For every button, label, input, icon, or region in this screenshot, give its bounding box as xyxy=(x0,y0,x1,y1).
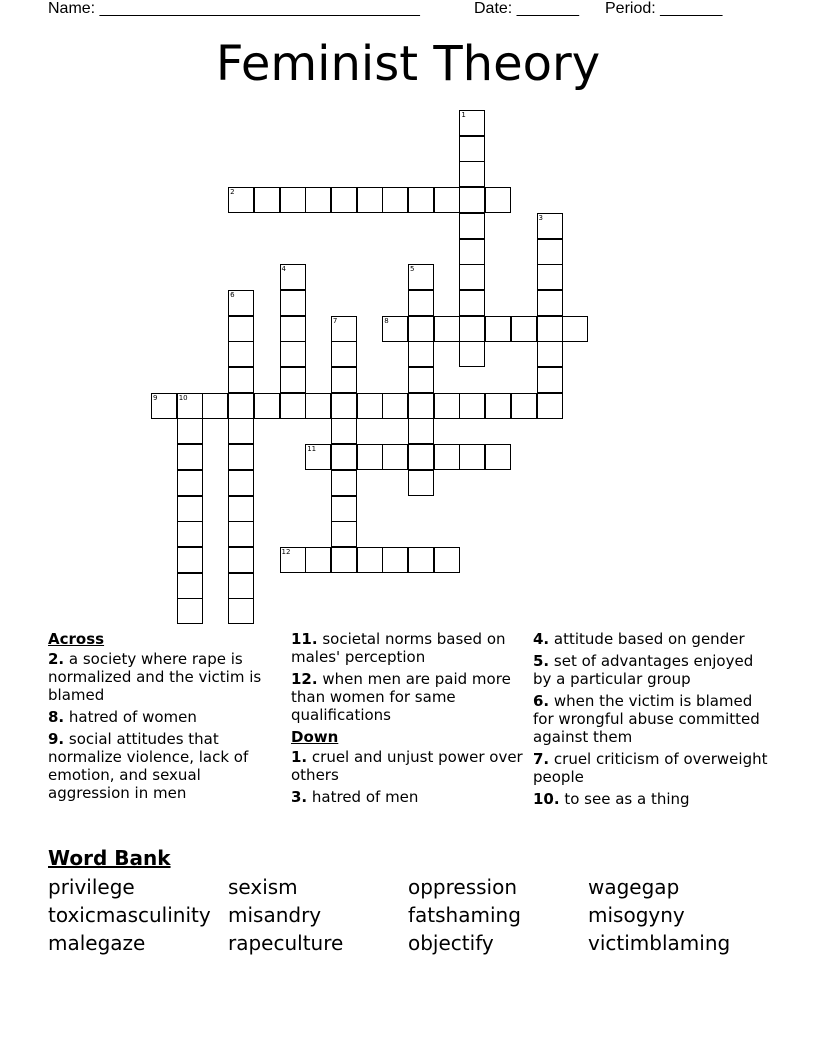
clue-number: 10 xyxy=(178,393,188,402)
crossword-cell[interactable] xyxy=(485,316,511,342)
crossword-cell[interactable] xyxy=(357,444,383,470)
crossword-cell[interactable] xyxy=(408,341,434,367)
crossword-cell[interactable] xyxy=(305,187,331,213)
crossword-cell[interactable] xyxy=(382,187,408,213)
clues-column-2 xyxy=(291,630,526,810)
clue-across-11: 11. societal norms based on males' perception xyxy=(291,630,506,666)
crossword-cell[interactable] xyxy=(537,341,563,367)
crossword-cell[interactable] xyxy=(459,316,485,342)
crossword-cell[interactable] xyxy=(459,290,485,316)
crossword-cell[interactable] xyxy=(280,187,306,213)
crossword-cell[interactable] xyxy=(537,239,563,265)
down-heading: Down xyxy=(291,728,339,746)
crossword-cell[interactable] xyxy=(305,547,331,573)
crossword-cell[interactable] xyxy=(459,161,485,187)
clue-number: 9 xyxy=(153,393,158,402)
crossword-cell[interactable] xyxy=(305,393,331,419)
crossword-cell[interactable] xyxy=(202,393,228,419)
crossword-cell[interactable] xyxy=(485,444,511,470)
crossword-cell[interactable] xyxy=(408,418,434,444)
clue-number: 12 xyxy=(281,547,291,556)
crossword-cell[interactable] xyxy=(408,547,434,573)
crossword-cell[interactable] xyxy=(459,187,485,213)
crossword-cell[interactable] xyxy=(357,547,383,573)
crossword-cell[interactable] xyxy=(408,367,434,393)
crossword-cell[interactable] xyxy=(459,393,485,419)
crossword-cell[interactable] xyxy=(459,444,485,470)
crossword-cell[interactable] xyxy=(537,316,563,342)
word-bank-item: privilege xyxy=(48,875,135,899)
crossword-cell[interactable] xyxy=(408,290,434,316)
crossword-cell[interactable] xyxy=(357,187,383,213)
crossword-cell[interactable] xyxy=(331,341,357,367)
crossword-cell[interactable] xyxy=(408,316,434,342)
date-field[interactable]: Date: _______ xyxy=(474,0,579,17)
clue-across-2: 2. a society where rape is normalized and the victim is blamed xyxy=(48,650,262,704)
crossword-cell[interactable] xyxy=(177,573,203,599)
crossword-cell[interactable] xyxy=(331,547,357,573)
crossword-cell[interactable] xyxy=(228,444,254,470)
crossword-cell[interactable] xyxy=(228,521,254,547)
clues-column-1 xyxy=(48,630,283,806)
crossword-cell[interactable] xyxy=(331,470,357,496)
crossword-cell[interactable] xyxy=(177,393,203,419)
crossword-cell[interactable] xyxy=(177,418,203,444)
word-bank-item: fatshaming xyxy=(408,903,521,927)
word-bank-item: oppression xyxy=(408,875,518,899)
crossword-cell[interactable] xyxy=(228,187,254,213)
crossword-cell[interactable] xyxy=(331,521,357,547)
clue-number: 11 xyxy=(307,445,317,454)
crossword-cell[interactable] xyxy=(228,393,254,419)
crossword-cell[interactable] xyxy=(228,573,254,599)
crossword-cell[interactable] xyxy=(434,187,460,213)
crossword-cell[interactable] xyxy=(228,316,254,342)
crossword-cell[interactable] xyxy=(485,393,511,419)
crossword-cell[interactable] xyxy=(537,393,563,419)
crossword-cell[interactable] xyxy=(280,367,306,393)
across-heading: Across xyxy=(48,630,105,648)
clue-number: 6 xyxy=(230,290,235,299)
clue-number: 4 xyxy=(281,265,286,274)
crossword-cell[interactable] xyxy=(459,136,485,162)
crossword-cell[interactable] xyxy=(408,444,434,470)
word-bank-item: toxicmasculinity xyxy=(48,903,211,927)
crossword-cell[interactable] xyxy=(228,598,254,624)
crossword-cell[interactable] xyxy=(382,547,408,573)
word-bank-item: malegaze xyxy=(48,931,146,955)
page-title: Feminist Theory xyxy=(215,36,601,92)
period-field[interactable]: Period: _______ xyxy=(605,0,723,17)
crossword-cell[interactable] xyxy=(408,187,434,213)
crossword-cell[interactable] xyxy=(459,341,485,367)
crossword-cell[interactable] xyxy=(228,341,254,367)
crossword-cell[interactable] xyxy=(382,316,408,342)
clue-number: 7 xyxy=(332,316,338,325)
name-field[interactable]: Name: ____________________________________ xyxy=(48,0,420,17)
crossword-cell[interactable] xyxy=(459,239,485,265)
crossword-cell[interactable] xyxy=(331,367,357,393)
crossword-cell[interactable] xyxy=(228,418,254,444)
clue-down-7: 7. cruel criticism of overweight people xyxy=(533,750,768,786)
crossword-cell[interactable] xyxy=(382,444,408,470)
word-bank-item: misandry xyxy=(228,903,322,927)
crossword-cell[interactable] xyxy=(177,496,203,522)
crossword-cell[interactable] xyxy=(331,444,357,470)
crossword-cell[interactable] xyxy=(511,316,537,342)
clue-number: 2 xyxy=(230,188,235,197)
crossword-cell[interactable] xyxy=(254,187,280,213)
crossword-cell[interactable] xyxy=(331,316,357,342)
crossword-cell[interactable] xyxy=(537,367,563,393)
crossword-cell[interactable] xyxy=(331,496,357,522)
word-bank-item: sexism xyxy=(228,875,298,899)
word-bank-item: misogyny xyxy=(588,903,685,927)
clue-down-1: 1. cruel and unjust power over others xyxy=(291,748,523,784)
crossword-cell[interactable] xyxy=(434,547,460,573)
clue-number: 1 xyxy=(461,111,466,119)
crossword-cell[interactable] xyxy=(228,470,254,496)
crossword-cell[interactable] xyxy=(434,316,460,342)
crossword-cell[interactable] xyxy=(459,213,485,239)
crossword-cell[interactable] xyxy=(357,393,383,419)
crossword-cell[interactable] xyxy=(434,393,460,419)
clue-number: 3 xyxy=(538,213,543,222)
crossword-cell[interactable] xyxy=(177,470,203,496)
crossword-cell[interactable] xyxy=(177,521,203,547)
crossword-cell[interactable] xyxy=(408,264,434,290)
clue-number: 5 xyxy=(410,265,415,274)
crossword-cell[interactable] xyxy=(280,393,306,419)
crossword-cell[interactable] xyxy=(177,598,203,624)
crossword-cell[interactable] xyxy=(177,547,203,573)
crossword-cell[interactable] xyxy=(280,547,306,573)
crossword-cell[interactable] xyxy=(537,290,563,316)
crossword-cell[interactable] xyxy=(228,367,254,393)
crossword-cell[interactable] xyxy=(280,316,306,342)
crossword-cell[interactable] xyxy=(331,393,357,419)
clue-number: 8 xyxy=(384,316,389,325)
clue-down-4: 4. attitude based on gender xyxy=(533,630,745,648)
crossword-cell[interactable] xyxy=(408,470,434,496)
crossword-cell[interactable] xyxy=(485,187,511,213)
crossword-cell[interactable] xyxy=(228,496,254,522)
crossword-cell[interactable] xyxy=(280,264,306,290)
clue-across-8: 8. hatred of women xyxy=(48,708,197,726)
crossword-cell[interactable] xyxy=(228,290,254,316)
word-bank-title: Word Bank xyxy=(48,846,171,870)
word-bank xyxy=(48,874,768,958)
crossword-cell[interactable] xyxy=(537,213,563,239)
crossword-cell[interactable] xyxy=(408,393,434,419)
clue-down-3: 3. hatred of men xyxy=(291,788,419,806)
crossword-cell[interactable] xyxy=(280,290,306,316)
crossword-cell[interactable] xyxy=(331,187,357,213)
crossword-cell[interactable] xyxy=(459,264,485,290)
crossword-cell[interactable] xyxy=(305,444,331,470)
word-bank-item: rapeculture xyxy=(228,931,344,955)
clues-column-3 xyxy=(533,630,768,812)
crossword-cell[interactable] xyxy=(382,393,408,419)
crossword-cell[interactable] xyxy=(280,341,306,367)
clue-across-12: 12. when men are paid more than women for same qualifications xyxy=(291,670,511,724)
crossword-cell[interactable] xyxy=(459,110,485,136)
clue-down-10: 10. to see as a thing xyxy=(533,790,690,808)
clue-across-9: 9. social attitudes that normalize violence, lack of emotion, and sexual aggression in men xyxy=(48,730,249,802)
crossword-cell[interactable] xyxy=(151,393,177,419)
crossword-cell[interactable] xyxy=(537,264,563,290)
word-bank-item: wagegap xyxy=(588,875,680,899)
crossword-cell[interactable] xyxy=(177,444,203,470)
crossword-cell[interactable] xyxy=(331,418,357,444)
crossword-cell[interactable] xyxy=(562,316,588,342)
crossword-cell[interactable] xyxy=(228,547,254,573)
crossword-cell[interactable] xyxy=(254,393,280,419)
word-bank-item: objectify xyxy=(408,931,494,955)
clue-down-6: 6. when the victim is blamed for wrongful abuse committed against them xyxy=(533,692,760,746)
crossword-cell[interactable] xyxy=(434,444,460,470)
clue-down-5: 5. set of advantages enjoyed by a particular group xyxy=(533,652,754,688)
crossword-cell[interactable] xyxy=(511,393,537,419)
word-bank-item: victimblaming xyxy=(588,931,731,955)
